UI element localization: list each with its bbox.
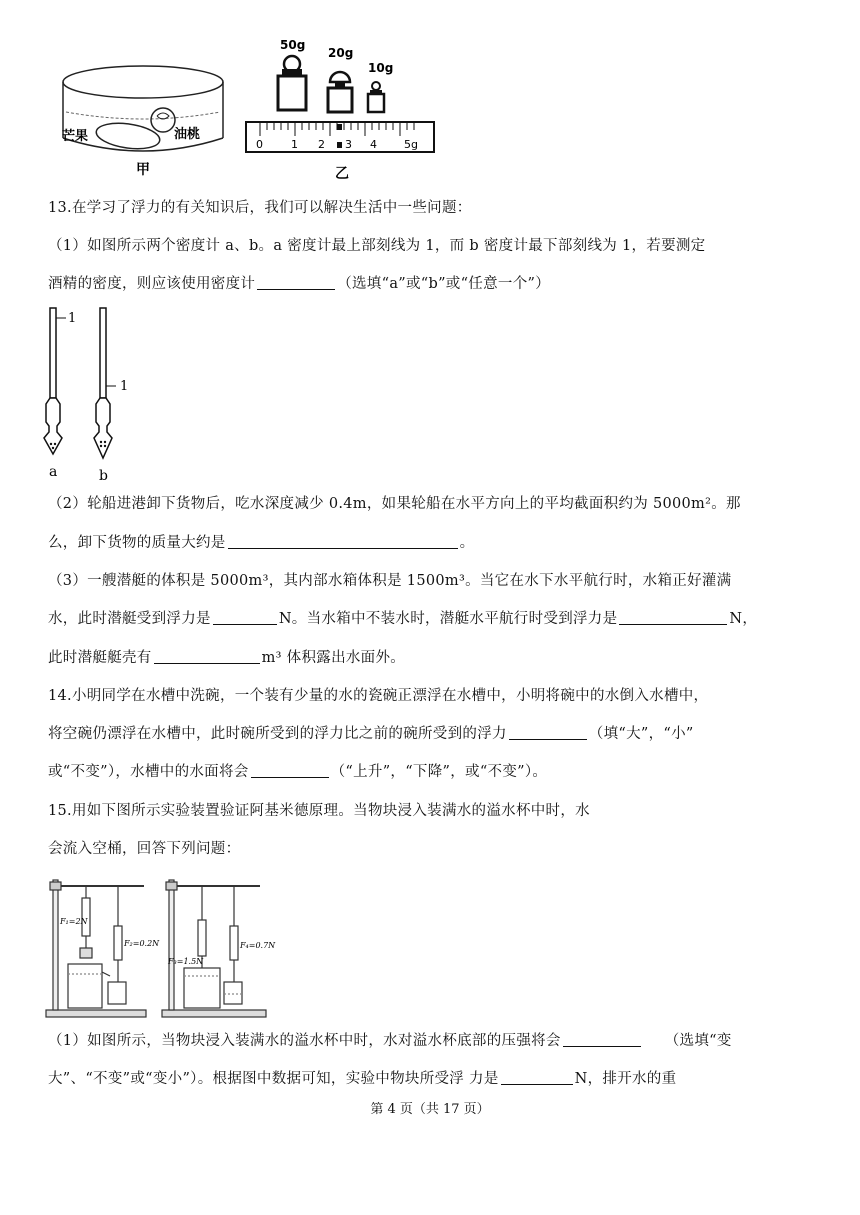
q13-part1-line2: 酒精的密度，则应该使用密度计 （选填“a”或“b”或“任意一个”） xyxy=(48,276,551,292)
hydrometer-b-label: b xyxy=(99,468,108,484)
f3-label: F₃=1.5N xyxy=(168,957,204,966)
q13-part1-line1: （1）如图所示两个密度计 a、b。a 密度计最上部刻线为 1，而 b 密度计最下部刻线为 1，若要测定 xyxy=(48,238,706,254)
hydrometer-b xyxy=(94,308,112,458)
apparatus-figure xyxy=(44,872,280,1022)
q14-line1: 14.小明同学在水槽中洗碗，一个装有少量的水的瓷碗正漂浮在水槽中，小明将碗中的水倒入水槽中， xyxy=(48,688,709,704)
scale-tick-3: 3 xyxy=(345,138,352,151)
scale-tick-1: 1 xyxy=(291,138,298,151)
answer-blank[interactable] xyxy=(213,609,277,625)
q13-stem: 13.在学习了浮力的有关知识后，我们可以解决生活中一些问题： xyxy=(48,200,472,216)
basin-figure xyxy=(58,60,228,180)
answer-blank[interactable] xyxy=(563,1031,641,1047)
q14-line2: 将空碗仍漂浮在水槽中，此时碗所受到的浮力比之前的碗所受到的浮力 （填“大”，“小” xyxy=(48,726,694,742)
peach-shape xyxy=(151,108,175,132)
f4-label: F₄=0.7N xyxy=(240,941,276,950)
q13-part3-line3: 此时潜艇艇壳有 m³ 体积露出水面外。 xyxy=(48,650,406,666)
hydrometers-figure xyxy=(40,304,150,490)
hydrometer-b-mark: 1 xyxy=(120,379,129,394)
answer-blank[interactable] xyxy=(509,724,587,740)
f1-label: F₁=2N xyxy=(60,917,88,926)
scale-tick-4: 4 xyxy=(370,138,377,151)
weight-label-20g: 20g xyxy=(328,46,354,60)
figure-jia-label: 甲 xyxy=(136,162,150,178)
q15-line2: 会流入空桶，回答下列问题： xyxy=(48,841,241,857)
scale-tick-2: 2 xyxy=(318,138,325,151)
q15-part1-line1: （1）如图所示，当物块浸入装满水的溢水杯中时，水对溢水杯底部的压强将会 （选填“变 xyxy=(48,1033,732,1049)
answer-blank[interactable] xyxy=(257,274,335,290)
answer-blank[interactable] xyxy=(501,1069,573,1085)
q15-line1: 15.用如下图所示实验装置验证阿基米德原理。当物块浸入装满水的溢水杯中时，水 xyxy=(48,803,590,819)
weight-label-50g: 50g xyxy=(280,38,306,52)
scale-tick-0: 0 xyxy=(256,138,263,151)
apparatus-left xyxy=(46,880,146,1017)
hydrometer-a-label: a xyxy=(49,464,58,480)
mango-label: 芒果 xyxy=(62,129,89,144)
figure-yi-label: 乙 xyxy=(335,166,349,182)
answer-blank[interactable] xyxy=(619,609,727,625)
page-footer: 第 4 页（共 17 页） xyxy=(370,1102,490,1117)
scale-tick-5: 5g xyxy=(404,138,418,151)
q13-part3-line1: （3）一艘潜艇的体积是 5000m³，其内部水箱体积是 1500m³。当它在水下水平航行时，水箱正好灌满 xyxy=(48,573,732,589)
answer-blank[interactable] xyxy=(154,648,260,664)
hydrometer-a-mark: 1 xyxy=(68,311,77,326)
answer-blank[interactable] xyxy=(251,762,329,778)
q14-line3: 或“不变”），水槽中的水面将会 （“上升”，“下降”，或“不变”）。 xyxy=(48,764,548,780)
q15-part1-line2: 大”、“不变”或“变小”）。根据图中数据可知，实验中物块所受浮 力是 N，排开水的重 xyxy=(48,1071,677,1087)
q13-part3-line2: 水，此时潜艇受到浮力是 N。当水箱中不装水时，潜艇水平航行时受到浮力是 N， xyxy=(48,611,758,627)
weight-label-10g: 10g xyxy=(368,61,394,75)
hydrometer-a xyxy=(44,308,62,454)
walnut-label: 油桃 xyxy=(174,127,201,142)
q13-part2-line1: （2）轮船进港卸下货物后，吃水深度减少 0.4m，如果轮船在水平方向上的平均截面积约为 5000m²。那 xyxy=(48,496,741,512)
weights-figure xyxy=(240,36,440,186)
q13-part2-line2: 么，卸下货物的质量大约是 。 xyxy=(48,535,475,551)
f2-label: F₂=0.2N xyxy=(124,939,160,948)
answer-blank[interactable] xyxy=(228,533,458,549)
